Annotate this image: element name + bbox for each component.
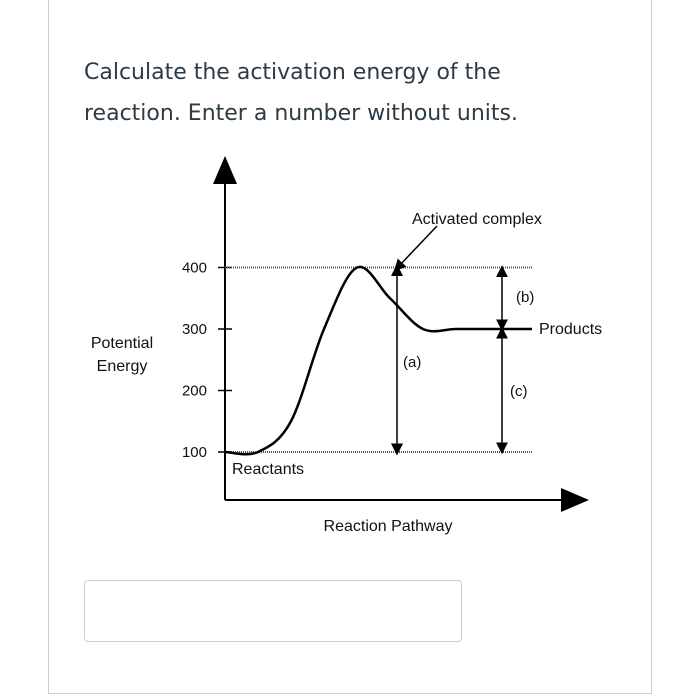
- y-tick-label: 300: [181, 321, 207, 338]
- reactants-label: Reactants: [232, 461, 305, 478]
- y-tick-label: 400: [181, 259, 207, 277]
- label-c: (c): [510, 383, 528, 400]
- energy-curve: [225, 267, 489, 454]
- x-axis-label: Reaction Pathway: [323, 518, 453, 535]
- label-a: (a): [403, 354, 422, 371]
- activated-complex-label: Activated complex: [412, 211, 542, 228]
- answer-input[interactable]: [84, 580, 462, 642]
- y-axis-label-line1: Potential: [90, 335, 154, 352]
- products-label: Products: [539, 321, 603, 338]
- activated-complex-pointer: [398, 226, 437, 267]
- y-axis-label-line2: Energy: [96, 358, 148, 375]
- y-tick-label: 100: [181, 444, 207, 461]
- y-tick-label: 200: [181, 382, 207, 400]
- label-b: (b): [516, 289, 535, 306]
- question-text: Calculate the activation energy of the reaction. Enter a number without units.: [84, 60, 518, 126]
- energy-diagram: [80, 150, 640, 550]
